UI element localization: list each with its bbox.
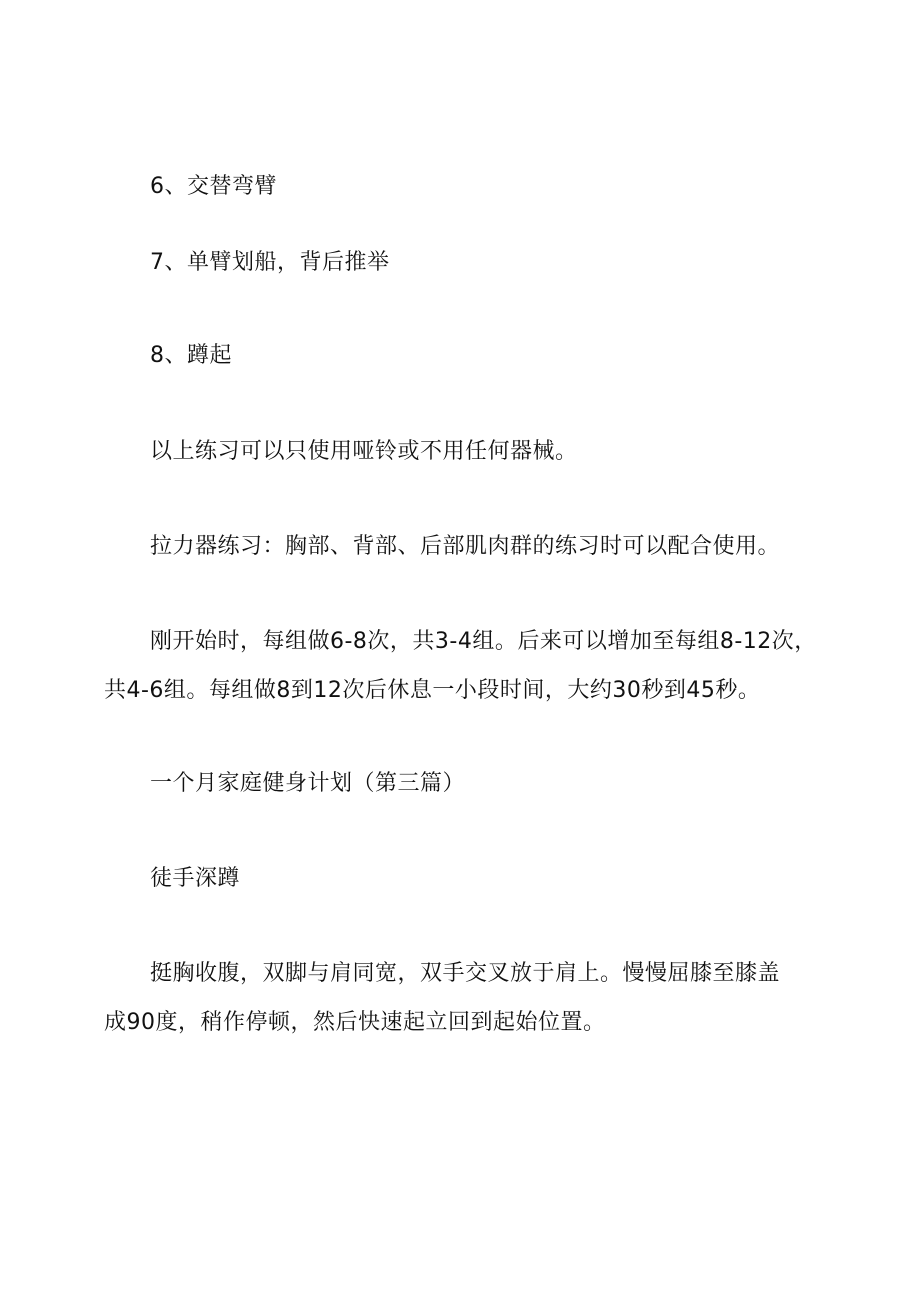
list-item-7: 7、单臂划船，背后推举	[150, 250, 390, 275]
paragraph-expander-note: 拉力器练习：胸部、背部、后部肌肉群的练习时可以配合使用。	[150, 534, 781, 559]
paragraph-sets-line-1: 刚开始时，每组做6-8次，共3-4组。后来可以增加至每组8-12次，	[150, 629, 817, 654]
exercise-title: 徒手深蹲	[150, 866, 241, 891]
section-heading: 一个月家庭健身计划（第三篇）	[150, 771, 466, 796]
paragraph-sets-line-2: 共4-6组。每组做8到12次后休息一小段时间，大约30秒到45秒。	[104, 678, 761, 703]
exercise-description-line-1: 挺胸收腹，双脚与肩同宽，双手交叉放于肩上。慢慢屈膝至膝盖	[150, 961, 781, 986]
list-item-6: 6、交替弯臂	[150, 174, 277, 199]
paragraph-equipment-note: 以上练习可以只使用哑铃或不用任何器械。	[150, 439, 578, 464]
exercise-description-line-2: 成90度，稍作停顿，然后快速起立回到起始位置。	[104, 1010, 606, 1035]
list-item-8: 8、蹲起	[150, 343, 232, 368]
